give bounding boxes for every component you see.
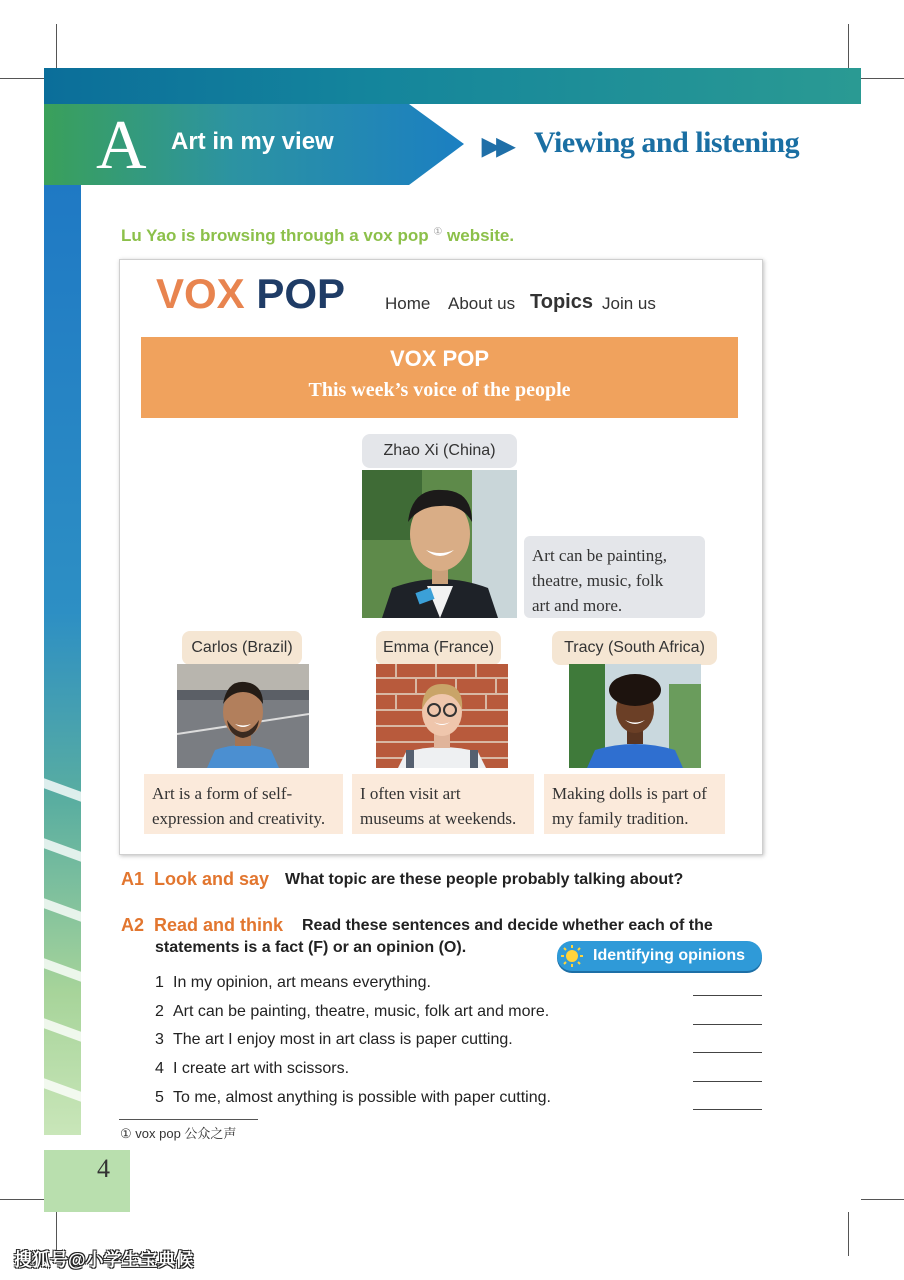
double-arrow-icon: ▶▶ <box>482 133 511 160</box>
photo-zhao-xi <box>362 470 517 618</box>
banner-subtitle: This week’s voice of the people <box>308 379 571 401</box>
crop-mark <box>861 78 904 79</box>
page-number-box <box>44 1150 130 1212</box>
crop-mark <box>848 24 849 68</box>
task-a2-text-line1: Read these sentences and decide whether each of the <box>302 917 713 934</box>
side-stripe <box>44 185 81 1135</box>
photo-emma <box>376 664 508 768</box>
quote-emma: I often visit art museums at weekends. <box>352 774 534 834</box>
answer-blank-3[interactable] <box>693 1052 762 1053</box>
task-a1-label: A1 Look and say <box>121 869 270 889</box>
name-tag-emma: Emma (France) <box>376 631 501 665</box>
crop-mark <box>56 24 57 68</box>
name-tag-tracy: Tracy (South Africa) <box>552 631 717 665</box>
answer-blank-5[interactable] <box>693 1109 762 1110</box>
name-tag-zhao-xi: Zhao Xi (China) <box>362 434 517 468</box>
statement-4: 4 I create art with scissors. <box>155 1060 350 1077</box>
site-banner <box>141 337 738 418</box>
crop-mark <box>0 78 44 79</box>
nav-home[interactable]: Home <box>385 294 431 313</box>
unit-letter: A <box>96 107 147 184</box>
section-title: Viewing and listening <box>534 126 800 159</box>
quote-tracy: Making dolls is part of my family tradition. <box>544 774 725 834</box>
name-tag-carlos: Carlos (Brazil) <box>182 631 302 665</box>
site-logo[interactable]: VOX POP <box>156 270 346 317</box>
crop-mark <box>861 1199 904 1200</box>
footnote-marker: ① <box>433 226 443 238</box>
statement-2: 2 Art can be painting, theatre, music, folk art and more. <box>155 1003 550 1020</box>
page-number: 4 <box>97 1154 110 1183</box>
watermark: 搜狐号@小学生宝典候 <box>14 1250 194 1270</box>
answer-blank-1[interactable] <box>693 995 762 996</box>
crop-mark <box>848 1212 849 1256</box>
lightbulb-icon <box>560 944 584 968</box>
statement-3: 3 The art I enjoy most in art class is paper cutting. <box>155 1031 513 1048</box>
quote-zhao-xi: Art can be painting, theatre, music, folk art and more. <box>524 536 705 618</box>
statement-1: 1 In my opinion, art means everything. <box>155 974 431 991</box>
banner-title: VOX POP <box>389 346 490 371</box>
footnote: ① vox pop 公众之声 <box>120 1126 237 1141</box>
statement-5: 5 To me, almost anything is possible with paper cutting. <box>155 1089 551 1106</box>
task-a2-text-line2: statements is a fact (F) or an opinion (O). <box>155 939 467 956</box>
answer-blank-2[interactable] <box>693 1024 762 1025</box>
photo-tracy <box>569 664 701 768</box>
vox-pop-website <box>119 259 763 855</box>
crop-mark <box>0 1199 44 1200</box>
answer-blank-4[interactable] <box>693 1081 762 1082</box>
unit-title: Art in my view <box>171 128 334 155</box>
footnote-divider <box>119 1119 258 1120</box>
task-a2-label: A2 Read and think <box>121 915 284 935</box>
intro-text: Lu Yao is browsing through a vox pop ① website. <box>121 226 515 245</box>
nav-topics[interactable]: Topics <box>530 291 593 313</box>
task-a1-text: What topic are these people probably talking about? <box>285 871 684 888</box>
photo-carlos <box>177 664 309 768</box>
identifying-opinions-badge: Identifying opinions <box>557 941 762 971</box>
quote-carlos: Art is a form of self- expression and creativity. <box>144 774 343 834</box>
nav-about-us[interactable]: About us <box>448 294 516 313</box>
header-band <box>44 68 861 104</box>
nav-join-us[interactable]: Join us <box>602 294 656 313</box>
